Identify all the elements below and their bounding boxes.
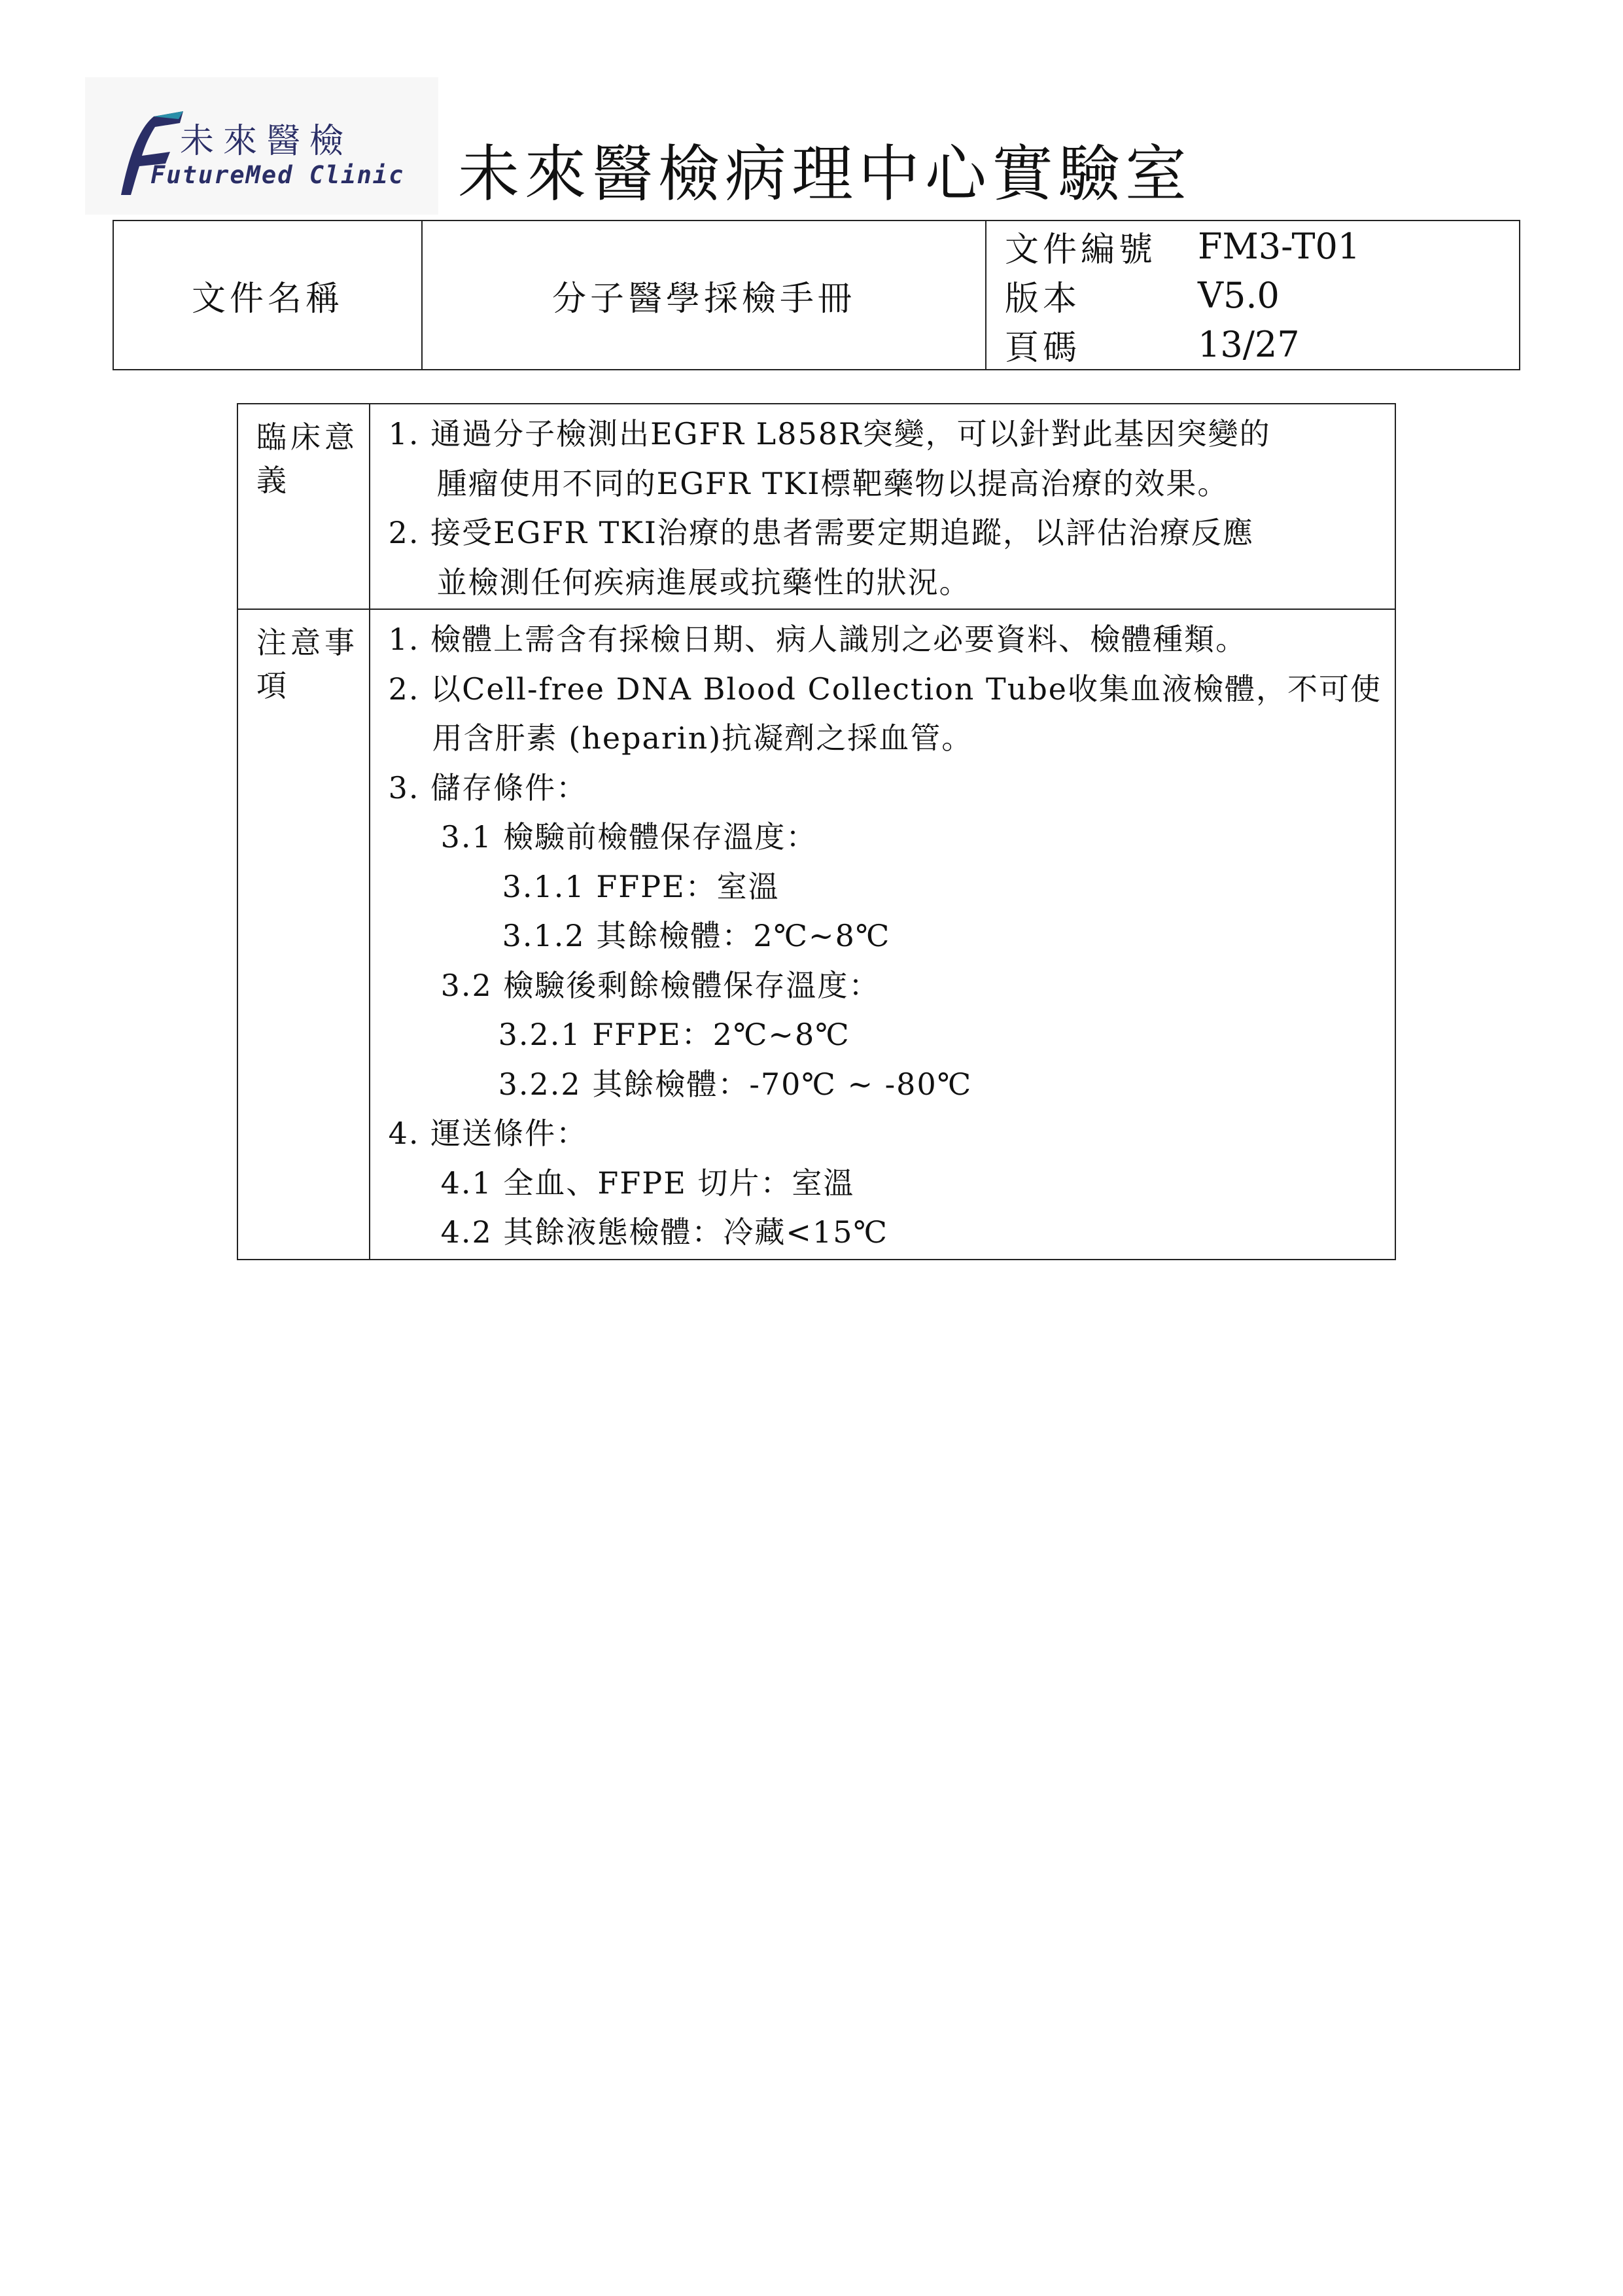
text-line: 4.2 其餘液態檢體：冷藏<15℃ bbox=[440, 1214, 888, 1250]
doc-number-label: 文件編號 bbox=[1005, 230, 1157, 270]
text-line: 2. 以Cell-free DNA Blood Collection Tube收集血液檢體，不可使 bbox=[388, 671, 1382, 707]
logo-chinese-text: 未來醫檢 bbox=[180, 122, 353, 161]
text-line: 4. 運送條件： bbox=[388, 1116, 588, 1151]
page-number: 13/27 bbox=[1198, 323, 1300, 365]
text-line: 用含肝素 (heparin)抗凝劑之採血管。 bbox=[432, 720, 973, 756]
text-line: 3.1.2 其餘檢體：2℃~8℃ bbox=[502, 918, 891, 953]
version: V5.0 bbox=[1198, 274, 1280, 316]
doc-name: 分子醫學採檢手冊 bbox=[422, 221, 986, 370]
text-line: 腫瘤使用不同的EGFR TKI標靶藥物以提高治療的效果。 bbox=[436, 465, 1229, 501]
section-label-clinical: 臨床意義 bbox=[237, 404, 370, 609]
text-line: 3.2.1 FFPE：2℃~8℃ bbox=[498, 1017, 850, 1052]
doc-name-label: 文件名稱 bbox=[113, 221, 422, 370]
text-line: 2. 接受EGFR TKI治療的患者需要定期追蹤，以評估治療反應 bbox=[388, 515, 1254, 550]
section-row-clinical bbox=[237, 404, 1395, 609]
version-row bbox=[1005, 271, 1519, 320]
page-title: 未來醫檢病理中心實驗室 bbox=[458, 139, 1193, 210]
text-line: 3.1.1 FFPE：室溫 bbox=[502, 868, 780, 904]
version-label: 版本 bbox=[1005, 279, 1081, 319]
section-label-notes: 注意事項 bbox=[237, 609, 370, 1260]
text-line: 並檢測任何疾病進展或抗藥性的狀況。 bbox=[436, 564, 971, 600]
text-line: 1. 通過分子檢測出EGFR L858R突變，可以針對此基因突變的 bbox=[388, 416, 1271, 451]
content-table bbox=[237, 403, 1396, 1260]
section-row-notes bbox=[237, 609, 1395, 1260]
text-line: 3.2 檢驗後剩餘檢體保存溫度： bbox=[440, 967, 881, 1003]
doc-number-row bbox=[1005, 222, 1519, 271]
text-line: 1. 檢體上需含有採檢日期、病人識別之必要資料、檢體種類。 bbox=[388, 622, 1248, 657]
section-body-clinical bbox=[370, 404, 1395, 609]
page-label: 頁碼 bbox=[1005, 328, 1081, 368]
section-body-notes bbox=[370, 609, 1395, 1260]
logo-english-text: FutureMed Clinic bbox=[150, 161, 405, 189]
text-line: 3. 儲存條件： bbox=[388, 769, 588, 805]
company-logo bbox=[85, 77, 438, 215]
document-header-table bbox=[113, 220, 1520, 370]
page-row bbox=[1005, 320, 1519, 369]
text-line: 3.1 檢驗前檢體保存溫度： bbox=[440, 819, 818, 855]
doc-number: FM3-T01 bbox=[1198, 225, 1361, 267]
text-line: 3.2.2 其餘檢體：-70℃ ~ -80℃ bbox=[498, 1066, 973, 1102]
text-line: 4.1 全血、FFPE 切片：室溫 bbox=[440, 1165, 855, 1201]
doc-info-cell bbox=[986, 221, 1520, 370]
